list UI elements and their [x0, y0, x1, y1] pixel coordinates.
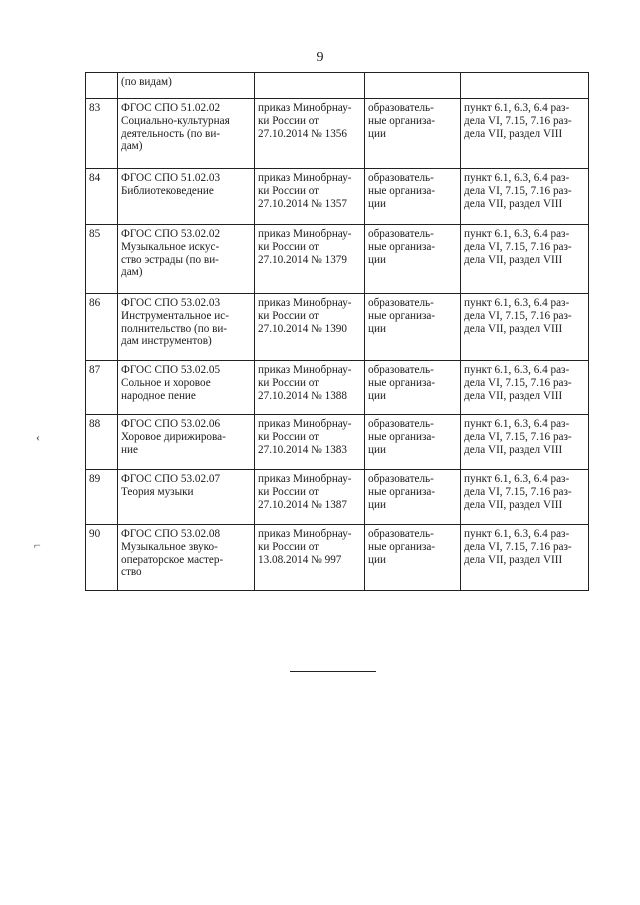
standard-name: ФГОС СПО 53.02.07 Теория музыки: [118, 470, 255, 525]
standard-name: ФГОС СПО 53.02.08 Музыкальное звуко- операторское мастер- ство: [118, 525, 255, 591]
applicable-organizations: [365, 73, 461, 99]
order-reference: приказ Минобрнау- ки России от 27.10.2014 № 1379: [255, 225, 365, 294]
standard-name: ФГОС СПО 51.02.03 Библиотековедение: [118, 169, 255, 225]
order-reference: приказ Минобрнау- ки России от 27.10.2014 № 1388: [255, 361, 365, 415]
table-row: [86, 525, 589, 591]
requirement-sections: пункт 6.1, 6.3, 6.4 раз- дела VI, 7.15, 7.16 раз- дела VII, раздел VIII: [461, 525, 589, 591]
requirement-sections: пункт 6.1, 6.3, 6.4 раз- дела VI, 7.15, 7.16 раз- дела VII, раздел VIII: [461, 294, 589, 361]
order-reference: приказ Минобрнау- ки России от 27.10.2014 № 1387: [255, 470, 365, 525]
row-number: 89: [86, 470, 118, 525]
standard-name: ФГОС СПО 53.02.06 Хоровое дирижирова- ние: [118, 415, 255, 470]
table-row: [86, 415, 589, 470]
row-number: 88: [86, 415, 118, 470]
table-row: [86, 99, 589, 169]
table-row: [86, 470, 589, 525]
requirement-sections: пункт 6.1, 6.3, 6.4 раз- дела VI, 7.15, 7.16 раз- дела VII, раздел VIII: [461, 415, 589, 470]
requirement-sections: пункт 6.1, 6.3, 6.4 раз- дела VI, 7.15, 7.16 раз- дела VII, раздел VIII: [461, 225, 589, 294]
requirement-sections: [461, 73, 589, 99]
applicable-organizations: образователь- ные организа- ции: [365, 525, 461, 591]
row-number: 84: [86, 169, 118, 225]
requirement-sections: пункт 6.1, 6.3, 6.4 раз- дела VI, 7.15, 7.16 раз- дела VII, раздел VIII: [461, 361, 589, 415]
table-row: [86, 294, 589, 361]
standard-name: ФГОС СПО 53.02.05 Сольное и хоровое народное пение: [118, 361, 255, 415]
row-number: 90: [86, 525, 118, 591]
order-reference: приказ Минобрнау- ки России от 27.10.2014 № 1390: [255, 294, 365, 361]
row-number: 87: [86, 361, 118, 415]
applicable-organizations: образователь- ные организа- ции: [365, 99, 461, 169]
scan-mark: ⌐: [34, 538, 41, 552]
requirement-sections: пункт 6.1, 6.3, 6.4 раз- дела VI, 7.15, 7.16 раз- дела VII, раздел VIII: [461, 470, 589, 525]
row-number: [86, 73, 118, 99]
row-number: 85: [86, 225, 118, 294]
standard-name: ФГОС СПО 51.02.02 Социально-культурная деятельность (по ви- дам): [118, 99, 255, 169]
scan-mark: ‹: [36, 430, 40, 444]
applicable-organizations: образователь- ные организа- ции: [365, 225, 461, 294]
table-row: [86, 225, 589, 294]
standard-name: (по видам): [118, 73, 255, 99]
applicable-organizations: образователь- ные организа- ции: [365, 361, 461, 415]
row-number: 86: [86, 294, 118, 361]
closing-rule: [290, 671, 376, 672]
row-number: 83: [86, 99, 118, 169]
applicable-organizations: образователь- ные организа- ции: [365, 169, 461, 225]
page-number: 9: [316, 50, 324, 65]
applicable-organizations: образователь- ные организа- ции: [365, 294, 461, 361]
standard-name: ФГОС СПО 53.02.03 Инструментальное ис- полнительство (по ви- дам инструментов): [118, 294, 255, 361]
regulations-table: [85, 72, 589, 591]
requirement-sections: пункт 6.1, 6.3, 6.4 раз- дела VI, 7.15, 7.16 раз- дела VII, раздел VIII: [461, 169, 589, 225]
order-reference: приказ Минобрнау- ки России от 27.10.2014 № 1383: [255, 415, 365, 470]
applicable-organizations: образователь- ные организа- ции: [365, 470, 461, 525]
order-reference: приказ Минобрнау- ки России от 27.10.2014 № 1357: [255, 169, 365, 225]
order-reference: приказ Минобрнау- ки России от 13.08.2014 № 997: [255, 525, 365, 591]
standard-name: ФГОС СПО 53.02.02 Музыкальное искус- ство эстрады (по ви- дам): [118, 225, 255, 294]
applicable-organizations: образователь- ные организа- ции: [365, 415, 461, 470]
table-row: [86, 361, 589, 415]
requirement-sections: пункт 6.1, 6.3, 6.4 раз- дела VI, 7.15, 7.16 раз- дела VII, раздел VIII: [461, 99, 589, 169]
table-row: [86, 73, 589, 99]
table-row: [86, 169, 589, 225]
order-reference: [255, 73, 365, 99]
order-reference: приказ Минобрнау- ки России от 27.10.2014 № 1356: [255, 99, 365, 169]
